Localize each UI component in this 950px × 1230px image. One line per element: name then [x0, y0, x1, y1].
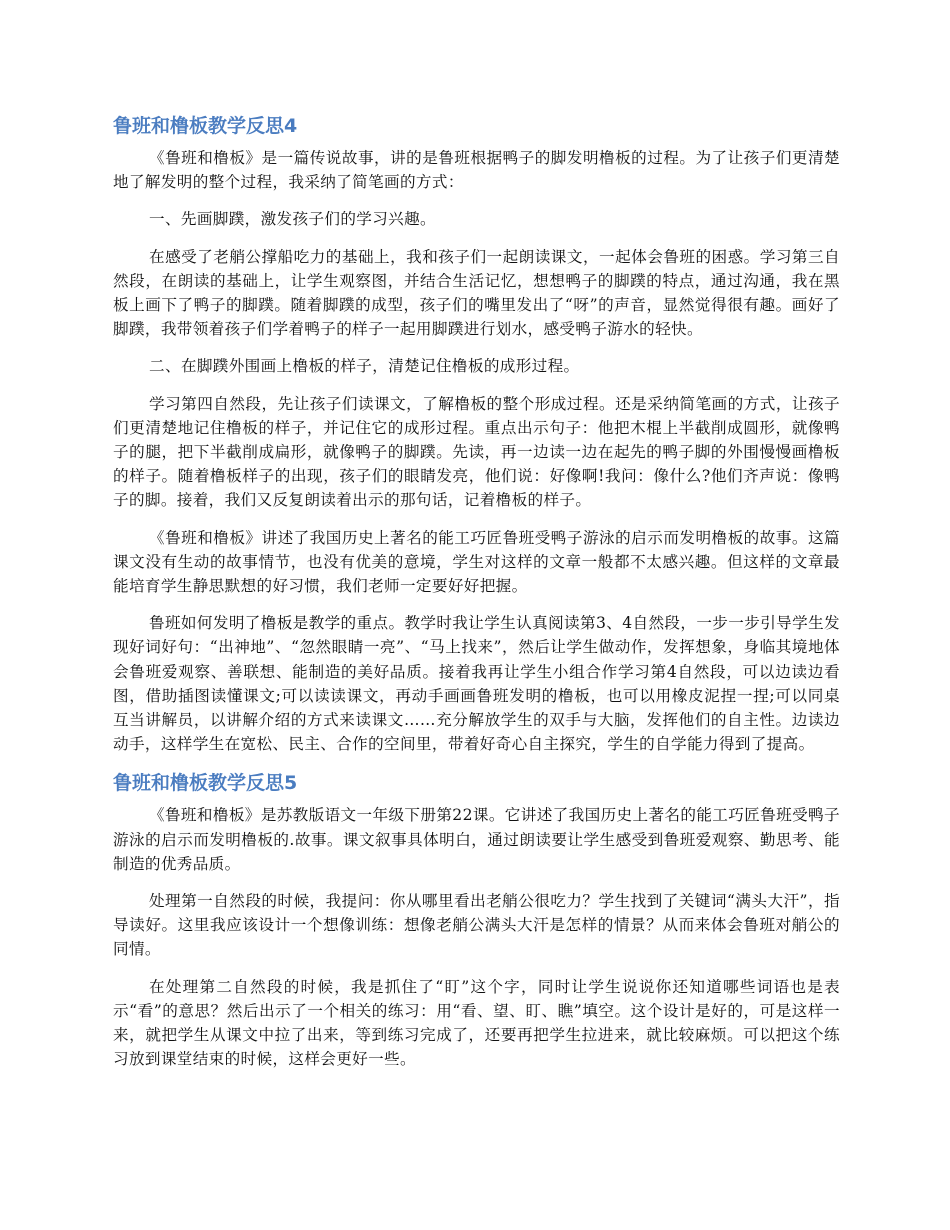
paragraph: 《鲁班和橹板》是一篇传说故事，讲的是鲁班根据鸭子的脚发明橹板的过程。为了让孩子们更清楚地了解发明的整个过程，我采纳了简笔画的方式：: [113, 149, 840, 192]
section-heading: 鲁班和橹板教学反思5: [113, 772, 298, 795]
document-page: [113, 112, 840, 1085]
paragraph: 在感受了老艄公撑船吃力的基础上，我和孩子们一起朗读课文，一起体会鲁班的困惑。学习第三自然段，在朗读的基础上，让学生观察图，并结合生活记忆，想想鸭子的脚蹼的特点，通过沟通，我在黑板上画下了鸭子的脚蹼。随着脚蹼的成型，孩子们的嘴里发出了“呀”的声音，显然觉得很有趣。画好了脚蹼，我带领着孩子们学着鸭子的样子一起用脚蹼进行划水，感受鸭子游水的轻快。: [113, 247, 840, 339]
paragraph: 处理第一自然段的时候，我提问：你从哪里看出老艄公很吃力？学生找到了关键词“满头大汗”，指导读好。这里我应该设计一个想像训练：想像老艄公满头大汗是怎样的情景？从而来体会鲁班对艄公的同情。: [113, 892, 840, 959]
paragraph: 《鲁班和橹板》讲述了我国历史上著名的能工巧匠鲁班受鸭子游泳的启示而发明橹板的故事。这篇课文没有生动的故事情节，也没有优美的意境，学生对这样的文章一般都不太感兴趣。但这样的文章最能培育学生静思默想的好习惯，我们老师一定要好好把握。: [113, 528, 840, 596]
section-heading: 鲁班和橹板教学反思4: [113, 115, 298, 137]
paragraph: 二、在脚蹼外围画上橹板的样子，清楚记住橹板的成形过程。: [149, 357, 580, 376]
section-reflection-5: [113, 769, 840, 1071]
paragraph: 在处理第二自然段的时候，我是抓住了“盯”这个字，同时让学生说说你还知道哪些词语也是表示“看”的意思？然后出示了一个相关的练习：用“看、望、盯、瞧”填空。这个设计是好的，可是这样一来，就把学生从课文中拉了出来，等到练习完成了，还要再把学生拉进来，就比较麻烦。可以把这个练习放到课堂结束的时候，这样会更好一些。: [113, 977, 840, 1069]
paragraph: 鲁班如何发明了橹板是教学的重点。教学时我让学生认真阅读第3、4自然段，一步一步引导学生发现好词好句：“出神地”、“忽然眼睛一亮”、“马上找来”，然后让学生做动作，发挥想象，身临其境地体会鲁班爱观察、善联想、能制造的美好品质。接着我再让学生小组合作学习第4自然段，可以边读边看图，借助插图读懂课文;可以读读课文，再动手画画鲁班发明的橹板，也可以用橡皮泥捏一捏;可以同桌互当讲解员，以讲解介绍的方式来读课文……充分解放学生的双手与大脑，发挥他们的自主性。边读边动手，这样学生在宽松、民主、合作的空间里，带着好奇心自主探究，学生的自学能力得到了提高。: [113, 614, 840, 754]
paragraph: 《鲁班和橹板》是苏教版语文一年级下册第22课。它讲述了我国历史上著名的能工巧匠鲁班受鸭子游泳的启示而发明橹板的.故事。课文叙事具体明白，通过朗读要让学生感受到鲁班爱观察、勤思考、能制造的优秀品质。: [113, 806, 840, 873]
paragraph: 学习第四自然段，先让孩子们读课文，了解橹板的整个形成过程。还是采纳简笔画的方式，让孩子们更清楚地记住橹板的样子，并记住它的成形过程。重点出示句子：他把木棍上半截削成圆形，就像鸭子的腿，把下半截削成扁形，就像鸭子的脚蹼。先读，再一边读一边在起先的鸭子脚的外围慢慢画橹板的样子。随着橹板样子的出现，孩子们的眼睛发亮，他们说：好像啊!我问：像什么?他们齐声说：像鸭子的脚。接着，我们又反复朗读着出示的那句话，记着橹板的样子。: [113, 394, 840, 510]
paragraph: 一、先画脚蹼，激发孩子们的学习兴趣。: [149, 210, 436, 229]
section-reflection-4: [113, 112, 840, 756]
